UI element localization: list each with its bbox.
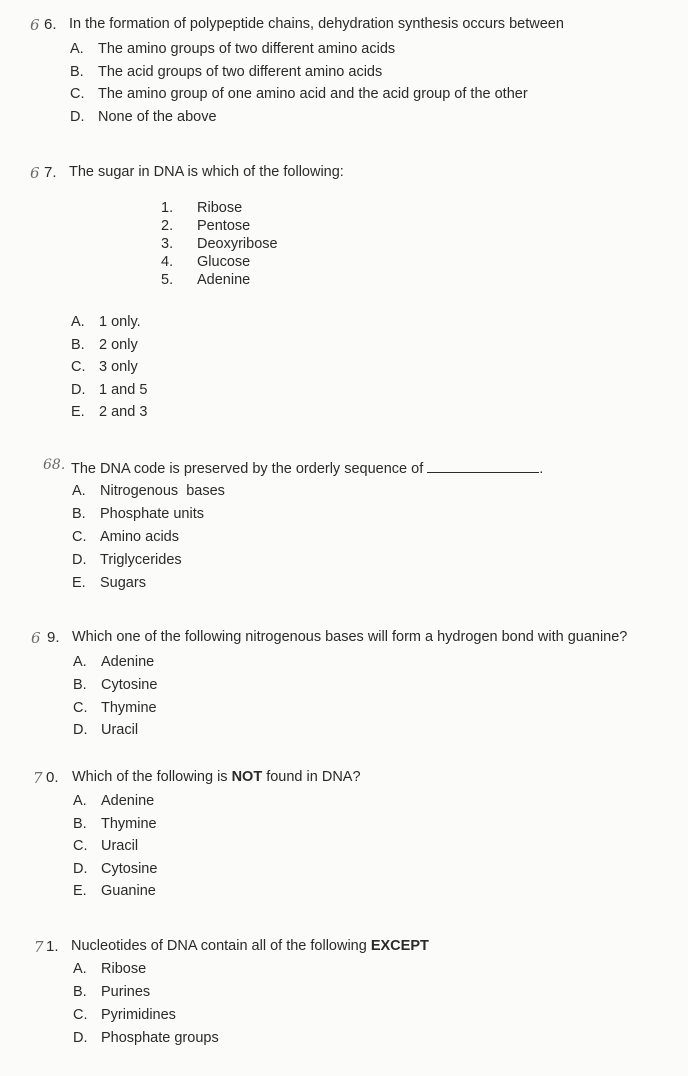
option-b: B. 2 only <box>71 337 138 353</box>
question-number: 0. <box>46 769 59 786</box>
option-a: A. Adenine <box>73 654 155 670</box>
option-a: A. Nitrogenous bases <box>72 483 225 499</box>
list-item: 5. Adenine <box>161 272 251 288</box>
option-b: B. Thymine <box>73 816 157 832</box>
question-stem: The DNA code is preserved by the orderly sequence of . <box>71 461 544 477</box>
handwritten-number: 6 <box>31 629 41 647</box>
option-e: E. Sugars <box>72 575 146 591</box>
list-item: 4. Glucose <box>161 254 251 270</box>
option-d: D. 1 and 5 <box>71 382 148 398</box>
option-a: A. 1 only. <box>71 314 141 330</box>
option-a: A. The amino groups of two different amino acids <box>70 41 396 57</box>
question-number: 1. <box>46 938 59 955</box>
question-number: 6. <box>44 16 57 33</box>
answer-blank <box>427 460 539 473</box>
option-d: D. None of the above <box>70 109 217 125</box>
option-d: D. Uracil <box>73 722 139 738</box>
option-c: C. 3 only <box>71 359 138 375</box>
option-b: B. The acid groups of two different amino acids <box>70 64 383 80</box>
list-item: 3. Deoxyribose <box>161 236 278 252</box>
option-c: C. The amino group of one amino acid and the acid group of the other <box>70 86 528 102</box>
question-stem: Which one of the following nitrogenous bases will form a hydrogen bond with guanine? <box>72 629 628 645</box>
option-d: D. Phosphate groups <box>73 1030 219 1046</box>
question-stem: Which of the following is NOT found in DNA? <box>72 769 361 785</box>
option-e: E. Guanine <box>73 883 156 899</box>
option-a: A. Adenine <box>73 793 155 809</box>
option-c: C. Uracil <box>73 838 139 854</box>
handwritten-number: 6 <box>30 164 40 182</box>
list-item: 1. Ribose <box>161 200 243 216</box>
question-stem: Nucleotides of DNA contain all of the following EXCEPT <box>71 938 429 954</box>
option-d: D. Triglycerides <box>72 552 182 568</box>
option-b: B. Phosphate units <box>72 506 204 522</box>
handwritten-number: 68. <box>43 457 66 473</box>
option-c: C. Pyrimidines <box>73 1007 176 1023</box>
question-stem: In the formation of polypeptide chains, dehydration synthesis occurs between <box>69 16 564 32</box>
option-c: C. Amino acids <box>72 529 179 545</box>
emphasis-except: EXCEPT <box>370 938 429 954</box>
question-stem: The sugar in DNA is which of the following: <box>69 164 344 180</box>
option-d: D. Cytosine <box>73 861 158 877</box>
option-c: C. Thymine <box>73 700 157 716</box>
question-number: 7. <box>44 164 57 181</box>
option-b: B. Purines <box>73 984 151 1000</box>
handwritten-number: 6 <box>30 16 40 34</box>
question-number: 9. <box>47 629 60 646</box>
option-a: A. Ribose <box>73 961 147 977</box>
option-e: E. 2 and 3 <box>71 404 148 420</box>
handwritten-number: 7 <box>33 769 43 787</box>
handwritten-number: 7 <box>34 938 44 956</box>
list-item: 2. Pentose <box>161 218 251 234</box>
emphasis-not: NOT <box>231 769 263 785</box>
option-b: B. Cytosine <box>73 677 158 693</box>
